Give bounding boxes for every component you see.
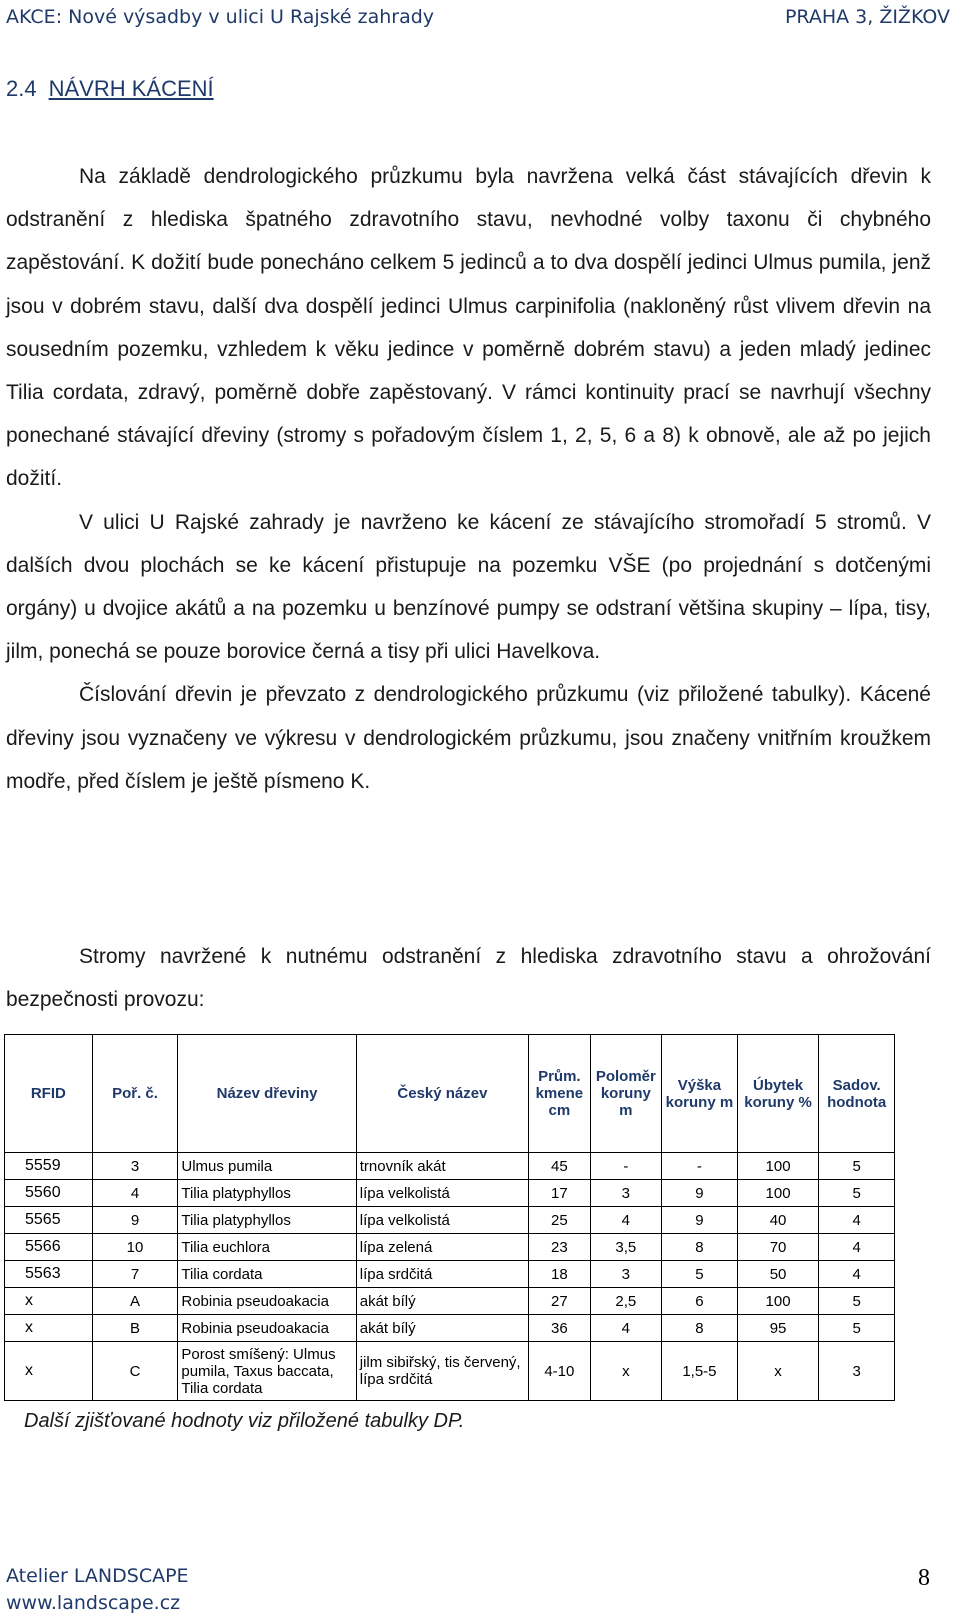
cell-loss: 95 (737, 1315, 819, 1342)
cell-order: A (92, 1288, 178, 1315)
footer-company: Atelier LANDSCAPE (6, 1565, 189, 1587)
cell-trunk: 45 (529, 1153, 590, 1180)
cell-order: 3 (92, 1153, 178, 1180)
cell-trunk: 25 (529, 1207, 590, 1234)
cell-radius: - (590, 1153, 662, 1180)
cell-latin-name: Robinia pseudoakacia (178, 1315, 356, 1342)
cell-czech-name: lípa velkolistá (356, 1207, 528, 1234)
trees-table (4, 1034, 895, 1401)
col-radius: Poloměr koruny m (590, 1035, 662, 1153)
page-number: 8 (918, 1565, 930, 1591)
cell-value: 5 (819, 1180, 895, 1207)
cell-order: C (92, 1342, 178, 1401)
cell-order: 9 (92, 1207, 178, 1234)
cell-radius: 3,5 (590, 1234, 662, 1261)
col-value: Sadov. hodnota (819, 1035, 895, 1153)
cell-height: 8 (662, 1315, 738, 1342)
col-trunk: Prům. kmene cm (529, 1035, 590, 1153)
col-czech-name: Český název (356, 1035, 528, 1153)
cell-trunk: 23 (529, 1234, 590, 1261)
cell-value: 5 (819, 1288, 895, 1315)
cell-latin-name: Tilia platyphyllos (178, 1207, 356, 1234)
cell-loss: x (737, 1342, 819, 1401)
table-row (5, 1153, 895, 1180)
section-number: 2.4 (6, 76, 37, 101)
col-rfid: RFID (5, 1035, 93, 1153)
cell-loss: 100 (737, 1180, 819, 1207)
table-row (5, 1234, 895, 1261)
cell-latin-name: Robinia pseudoakacia (178, 1288, 356, 1315)
cell-value: 4 (819, 1234, 895, 1261)
cell-loss: 70 (737, 1234, 819, 1261)
cell-rfid: x (5, 1342, 93, 1401)
cell-czech-name: trnovník akát (356, 1153, 528, 1180)
table-intro (6, 935, 931, 1021)
cell-radius: 3 (590, 1180, 662, 1207)
body-text (6, 155, 931, 803)
header-left: AKCE: Nové výsadby v ulici U Rajské zahrady (6, 6, 435, 28)
section-title: NÁVRH KÁCENÍ (48, 76, 214, 101)
cell-height: 5 (662, 1261, 738, 1288)
table-note: Další zjišťované hodnoty viz přiložené tabulky DP. (24, 1410, 465, 1432)
paragraph-4: Stromy navržené k nutnému odstranění z hlediska zdravotního stavu a ohrožování bezpečnosti provozu: (6, 945, 931, 1012)
cell-czech-name: akát bílý (356, 1315, 528, 1342)
cell-rfid: 5563 (5, 1261, 93, 1288)
cell-order: 4 (92, 1180, 178, 1207)
cell-trunk: 18 (529, 1261, 590, 1288)
cell-height: 8 (662, 1234, 738, 1261)
cell-loss: 100 (737, 1288, 819, 1315)
header-right: PRAHA 3, ŽIŽKOV (784, 6, 950, 28)
table-row (5, 1207, 895, 1234)
cell-latin-name: Tilia cordata (178, 1261, 356, 1288)
cell-order: 10 (92, 1234, 178, 1261)
cell-order: 7 (92, 1261, 178, 1288)
cell-czech-name: lípa velkolistá (356, 1180, 528, 1207)
col-height: Výška koruny m (662, 1035, 738, 1153)
cell-radius: 4 (590, 1315, 662, 1342)
cell-value: 4 (819, 1261, 895, 1288)
paragraph-1: Na základě dendrologického průzkumu byla navržena velká část stávajících dřevin k odstranění z hlediska špatného zdravotního stavu, nevhodné volby taxonu či chybného zapěstování. K dožití bude ponecháno celkem 5 jedinců a to dva dospělí jedinci Ulmus pumila, jenž jsou v dobrém stavu, další dva dospělí jedinci Ulmus carpinifolia (nakloněný růst vlivem dřevin na sousedním pozemku, vzhledem k věku jedince v poměrně dobrém stavu) a jeden mladý jedinec Tilia cordata, zdravý, poměrně dobře zapěstovaný. V rámci kontinuity prací se navrhují všechny ponechané stávající dřeviny (stromy s pořadovým číslem 1, 2, 5, 6 a 8) k obnově, ale až po jejich dožití. (6, 165, 931, 491)
cell-latin-name: Ulmus pumila (178, 1153, 356, 1180)
table-row (5, 1315, 895, 1342)
cell-value: 5 (819, 1315, 895, 1342)
cell-loss: 100 (737, 1153, 819, 1180)
table-row (5, 1342, 895, 1401)
table-row (5, 1261, 895, 1288)
cell-height: - (662, 1153, 738, 1180)
cell-radius: x (590, 1342, 662, 1401)
cell-height: 9 (662, 1180, 738, 1207)
cell-value: 5 (819, 1153, 895, 1180)
cell-trunk: 4-10 (529, 1342, 590, 1401)
table-row (5, 1288, 895, 1315)
cell-czech-name: jilm sibiřský, tis červený, lípa srdčitá (356, 1342, 528, 1401)
cell-czech-name: lípa zelená (356, 1234, 528, 1261)
cell-loss: 40 (737, 1207, 819, 1234)
cell-height: 6 (662, 1288, 738, 1315)
table-header-row (5, 1035, 895, 1153)
cell-latin-name: Tilia euchlora (178, 1234, 356, 1261)
cell-rfid: 5566 (5, 1234, 93, 1261)
cell-czech-name: akát bílý (356, 1288, 528, 1315)
cell-value: 4 (819, 1207, 895, 1234)
col-order: Poř. č. (92, 1035, 178, 1153)
table-row (5, 1180, 895, 1207)
cell-height: 1,5-5 (662, 1342, 738, 1401)
cell-radius: 4 (590, 1207, 662, 1234)
cell-trunk: 27 (529, 1288, 590, 1315)
cell-trunk: 17 (529, 1180, 590, 1207)
col-loss: Úbytek koruny % (737, 1035, 819, 1153)
footer-website: www.landscape.cz (6, 1592, 181, 1614)
cell-height: 9 (662, 1207, 738, 1234)
cell-czech-name: lípa srdčitá (356, 1261, 528, 1288)
cell-loss: 50 (737, 1261, 819, 1288)
cell-radius: 3 (590, 1261, 662, 1288)
cell-rfid: x (5, 1315, 93, 1342)
cell-rfid: 5565 (5, 1207, 93, 1234)
cell-rfid: 5560 (5, 1180, 93, 1207)
cell-rfid: x (5, 1288, 93, 1315)
cell-latin-name: Tilia platyphyllos (178, 1180, 356, 1207)
cell-radius: 2,5 (590, 1288, 662, 1315)
paragraph-3: Číslování dřevin je převzato z dendrologického průzkumu (viz přiložené tabulky). Kácené dřeviny jsou vyznačeny ve výkresu v dendrologickém průzkumu, jsou značeny vnitřním kroužkem modře, před číslem je ještě písmeno K. (6, 683, 931, 793)
cell-latin-name: Porost smíšený: Ulmus pumila, Taxus baccata, Tilia cordata (178, 1342, 356, 1401)
section-heading (6, 76, 214, 102)
cell-order: B (92, 1315, 178, 1342)
cell-rfid: 5559 (5, 1153, 93, 1180)
col-latin-name: Název dřeviny (178, 1035, 356, 1153)
cell-value: 3 (819, 1342, 895, 1401)
paragraph-2: V ulici U Rajské zahrady je navrženo ke kácení ze stávajícího stromořadí 5 stromů. V dalších dvou plochách se ke kácení přistupuje na pozemku VŠE (po projednání s dotčenými orgány) u dvojice akátů a na pozemku u benzínové pumpy se odstraní většina skupiny – lípa, tisy, jilm, ponechá se pouze borovice černá a tisy při ulici Havelkova. (6, 510, 931, 664)
cell-trunk: 36 (529, 1315, 590, 1342)
